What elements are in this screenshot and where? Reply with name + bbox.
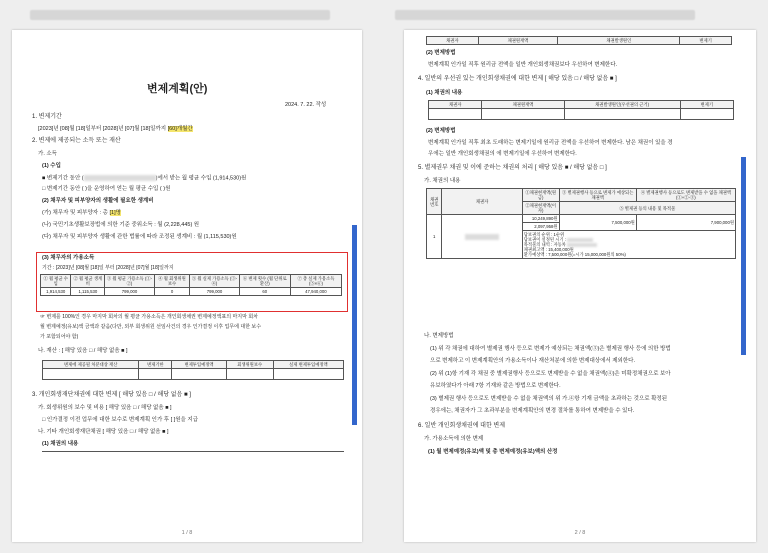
subsection-heading: (1) 채권의 내용 bbox=[42, 441, 79, 447]
subsection-heading: (2) 채무자 및 피부양자의 생활에 필요한 생계비 bbox=[42, 198, 154, 204]
table-cell: 799,000 bbox=[105, 288, 154, 296]
table-cell bbox=[522, 231, 735, 259]
table-header: 채권발생원인 bbox=[558, 37, 680, 45]
detail-line: 채권최고액 : 15,400,000원 bbox=[523, 247, 574, 252]
redacted-block bbox=[567, 243, 597, 247]
table-cell: 2,097,958원 bbox=[522, 223, 559, 231]
table-cell: 7,900,000원 bbox=[636, 215, 735, 231]
text-line: 가. 회생위원의 보수 및 비용 [ 해당 있음 □ / 해당 없음 ■ ] bbox=[38, 405, 172, 411]
property-table bbox=[42, 360, 344, 380]
subsection-heading: (1) 채권의 내용 bbox=[426, 90, 463, 96]
subsection-heading: (3) 채무자의 가용소득 bbox=[42, 255, 95, 261]
table-header: 채권자 bbox=[429, 101, 482, 109]
redacted-block bbox=[84, 175, 156, 181]
table-header: ②채권현재액(이자) bbox=[522, 202, 559, 215]
page-number: 1 / 8 bbox=[181, 530, 193, 536]
table-cell: 10,249,890원 bbox=[522, 215, 559, 223]
highlight: [60]개월간 bbox=[167, 126, 193, 132]
text-line: 가. 소득 bbox=[38, 151, 57, 157]
table-header: 변제기 bbox=[680, 37, 732, 45]
table-header: ⑥ 변제 횟수 (월 단위로 환산) bbox=[239, 275, 290, 288]
table-cell: 0 bbox=[154, 288, 190, 296]
text-line: (다) 채무자 및 피부양자 생활에 관한 법률에 따라 조정된 생계비 : 월 (1,115,530)원 bbox=[42, 234, 237, 240]
table-header: 변제기한 bbox=[139, 361, 172, 369]
text-line: 우에는 일반 개인회생채권의 에 변제기일에 우선하여 변제한다. bbox=[428, 151, 577, 157]
text-line: (가) 채무자 및 피부양자 : 총 [1]명 bbox=[42, 210, 121, 216]
table-header: 채권 번호 bbox=[427, 189, 442, 215]
table-cell: 7,500,000원 bbox=[559, 215, 636, 231]
table-header: ④ 월 회생위원 보수 bbox=[154, 275, 190, 288]
section-heading: 6. 일반 개인회생채권에 대한 변제 bbox=[418, 423, 506, 429]
table-cell bbox=[226, 369, 273, 380]
detail-line: 환가예상액 : 7,500,000원(=시가 15,000,000원의 50%) bbox=[523, 252, 626, 257]
detail-line: 담보권이 설정된 시기 : bbox=[524, 237, 734, 242]
table-cell bbox=[680, 109, 733, 120]
text-line: 기간 : [2023]년 [08]월 [18]일 부터 [2028]년 [07]월 [18]일까지 bbox=[42, 265, 174, 271]
text-line: 가. 가용소득에 의한 변제 bbox=[424, 436, 484, 442]
table-cell: 1,914,530 bbox=[41, 288, 71, 296]
divider bbox=[42, 451, 344, 452]
table-header: 채권발생원인(우선권의 근거) bbox=[564, 101, 680, 109]
table-header: ①채권현재액(원금) bbox=[522, 189, 559, 202]
document-date: 2024. 7. 22. 작성 bbox=[285, 102, 327, 108]
document-title: 변제계획(안) bbox=[147, 83, 208, 95]
text-line: 변제계획 인가일 직후 원리금 전액을 일반 개인회생채권보다 우선하여 변제한다. bbox=[428, 62, 618, 68]
table-header: ③ 월 평균 가용소득 (①-②) bbox=[105, 275, 154, 288]
table-header: 채권자 bbox=[442, 189, 522, 215]
table-header: ⑦ 총 실제 가용소득 (⑤×⑥) bbox=[290, 275, 341, 288]
text-line: [2023]년 [08]월 [18]일부터 [2028]년 [07]월 [18]일까지 [60]개월간 bbox=[38, 126, 193, 132]
text-line: 나. 재산 : [ 해당 있음 □ / 해당 없음 ■ ] bbox=[38, 348, 128, 354]
priority-claims-table-top bbox=[426, 36, 732, 45]
text-line: 변제계획 인가일 직후 최초 도래하는 변제기일에 원리금 전액을 우선하여 변제한다. 남은 채권이 있을 경 bbox=[428, 140, 673, 146]
table-cell bbox=[273, 369, 343, 380]
table-cell: 1,115,530 bbox=[71, 288, 105, 296]
table-cell: 47,940,000 bbox=[290, 288, 341, 296]
note-line: ☞ 변제를 100%인 경우 마지막 회차의 월 평균 가용소득은 개인회생채권 변제예정액표의 마지막 회차 bbox=[40, 314, 259, 320]
text-line: 나. 변제방법 bbox=[424, 333, 454, 339]
priority-claims-table bbox=[428, 100, 734, 120]
table-cell: 60 bbox=[239, 288, 290, 296]
header-blur-left bbox=[30, 10, 330, 20]
table-header: ⑤ 월 실제 가용소득 (③-④) bbox=[190, 275, 239, 288]
page-number: 2 / 8 bbox=[574, 530, 586, 536]
text-line: (2) 위 (1)항 기재 각 채권 중 별제권행사 등으로도 변제받을 수 없을 채권액(④)은 미확정채권으로 보아 bbox=[430, 371, 671, 377]
table-cell bbox=[442, 215, 522, 259]
scroll-marker bbox=[352, 225, 357, 425]
note-line: 월 변제예정(유보)액 금액과 같음(다만, 외부 회생위원 선임사건의 경우 인가결정 이후 업무에 대한 보수 bbox=[40, 324, 262, 330]
table-header: ① 월 평균 수입 bbox=[41, 275, 71, 288]
detail-line: 목적물의 내역 : 자동차 bbox=[524, 242, 734, 247]
table-header: 변제기 bbox=[680, 101, 733, 109]
table-header: 실제 변제투입예정액 bbox=[273, 361, 343, 369]
table-cell bbox=[172, 369, 226, 380]
table-cell: 1 bbox=[427, 215, 442, 259]
text-line: ■ 변제기간 동안 ( )에서 받는 월 평균 수입 (1,914,530)원 bbox=[42, 175, 247, 182]
table-header: ② 월 평균 생계비 bbox=[71, 275, 105, 288]
text-line: 유보하였다가 아래 7항 기재와 같은 방법으로 변제한다. bbox=[430, 383, 561, 389]
secured-claims-table bbox=[426, 188, 736, 259]
note-line: 가 포함되어야 함) bbox=[40, 334, 79, 340]
text-line: 으로 변제하고 이 변제계획안의 가용소득이나 재산처분에 의한 변제대상에서 제외한다. bbox=[430, 358, 636, 364]
text-line: □ 인가결정 이전 업무에 대한 보수로 변제계획 인가 후 [ ]원을 지급 bbox=[42, 417, 199, 423]
subsection-heading: (2) 변제방법 bbox=[426, 50, 456, 56]
text-line: 가. 채권의 내용 bbox=[424, 178, 461, 184]
table-header: ⑤ 별제권 등의 내용 및 목적물 bbox=[559, 202, 735, 215]
table-header: 채권원재액 bbox=[482, 101, 564, 109]
table-cell bbox=[429, 109, 482, 120]
table-cell bbox=[564, 109, 680, 120]
text-line: 나. 기타 개인회생재단채권 [ 해당 있음 □ / 해당 없음 ■ ] bbox=[38, 429, 169, 435]
subsection-heading: (1) 월 변제예정(유보)액 및 총 변제예정(유보)액의 산정 bbox=[428, 449, 558, 455]
subsection-heading: (1) 수입 bbox=[42, 163, 61, 169]
table-cell bbox=[43, 369, 139, 380]
document-page-1 bbox=[12, 30, 362, 542]
text-line: (나) 국민기초생활보장법에 의한 기준 중위소득 : 월 (2,228,445) 원 bbox=[42, 222, 200, 228]
text-line: 경우에는, 채권자가 그 초과부분을 변제계획안의 변경 절차를 통하여 변제받을 수 있다. bbox=[430, 408, 635, 414]
redacted-block bbox=[567, 238, 593, 242]
table-header: 변제투입예정액 bbox=[172, 361, 226, 369]
table-header: 채권원재액 bbox=[478, 37, 558, 45]
section-heading: 2. 변제에 제공되는 소득 또는 재산 bbox=[32, 138, 121, 144]
table-header: ④ 별제권행사 등으로도 변제받을 수 없을 채권액 (①+②-③) bbox=[636, 189, 735, 202]
text-line: (3) 별제권 행사 등으로도 변제받을 수 없을 채권액의 위 가.④항 기재 금액을 초과하는 것으로 확정된 bbox=[430, 396, 668, 402]
available-income-table bbox=[40, 274, 342, 296]
text-line: □ 변제기간 동안 ( )을 운영하여 얻는 월 평균 수입 ( )원 bbox=[42, 186, 171, 192]
redacted-block bbox=[465, 234, 499, 240]
section-heading: 5. 별제권부 채권 및 이에 준하는 채권의 처리 [ 해당 있음 ■ / 해당 없음 □ ] bbox=[418, 165, 607, 171]
detail-line: 담보권의 순위 : 1순위 bbox=[523, 232, 565, 237]
table-cell bbox=[482, 109, 564, 120]
table-header: 채권자 bbox=[427, 37, 479, 45]
highlight: [1]명 bbox=[109, 210, 121, 216]
table-header: ③ 별제권행사 등으로 변제가 예상되는 채권액 bbox=[559, 189, 636, 202]
table-cell bbox=[139, 369, 172, 380]
section-heading: 1. 변제기간 bbox=[32, 114, 62, 120]
subsection-heading: (2) 변제방법 bbox=[426, 128, 456, 134]
header-blur-right bbox=[395, 10, 695, 20]
section-heading: 4. 일반의 우선권 있는 개인회생채권에 대한 변제 [ 해당 있음 □ / 해당 없음 ■ ] bbox=[418, 76, 617, 82]
table-cell: 799,000 bbox=[190, 288, 239, 296]
table-header: 변제에 제공될 처분대상 재산 bbox=[43, 361, 139, 369]
text-line: (1) 위 각 채권에 대하여 별제권 행사 등으로 변제가 예상되는 채권액(③)은 별제권 행사 등에 의한 방법 bbox=[430, 346, 671, 352]
section-heading: 3. 개인회생재단채권에 대한 변제 [ 해당 있음 □ / 해당 없음 ■ ] bbox=[32, 392, 191, 398]
document-page-2 bbox=[404, 30, 756, 542]
table-header: 회생위원보수 bbox=[226, 361, 273, 369]
scroll-marker bbox=[741, 157, 746, 355]
